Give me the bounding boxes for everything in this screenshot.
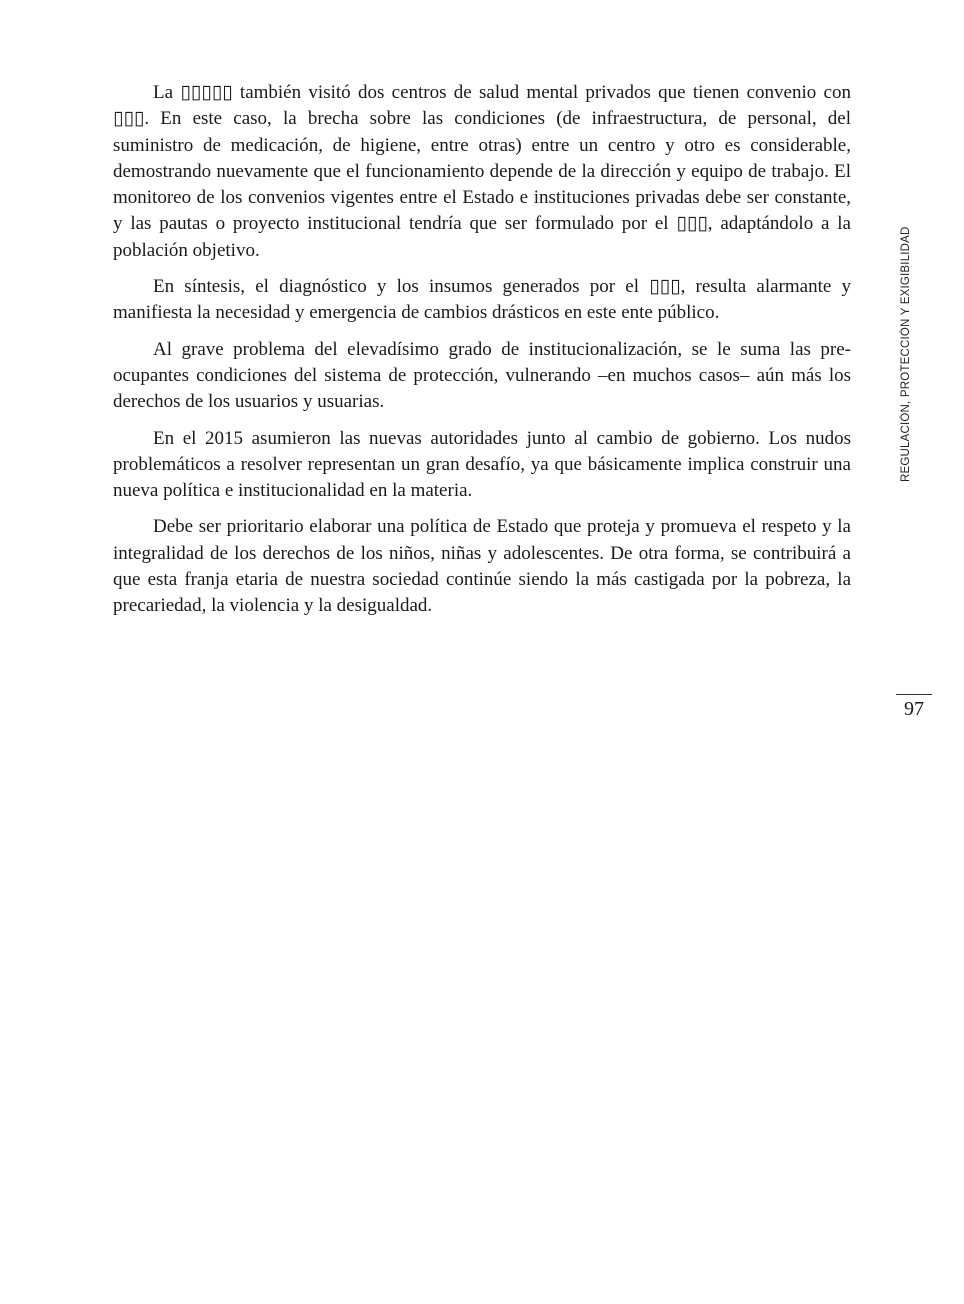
body-text xyxy=(113,80,851,630)
paragraph-2: En síntesis, el diagnóstico y los insumos generados por el ▯▯▯, resulta alarmante y manifiesta la necesidad y emergencia de cambios drásticos en este ente público. xyxy=(113,276,851,324)
page-number: 97 xyxy=(904,698,924,720)
running-head: REGULACIÓN, PROTECCIÓN Y EXIGIBILIDAD xyxy=(900,226,912,482)
paragraph-1: La ▯▯▯▯▯ también visitó dos centros de salud mental privados que tienen convenio con ▯▯▯. En este caso, la brecha sobre las condiciones (de infraestructura, de personal, del suministro de medicación, de higiene, entre otras) entre un centro y otro es considerable, demostrando nuevamente que el funcionamiento depende de la dirección y equipo de trabajo. El monitoreo de los convenios vigentes entre el Estado e instituciones privadas debe ser constante, y las pautas o proyecto institucional tendría que ser formulado por el ▯▯▯, adaptándolo a la población objetivo. xyxy=(113,82,851,261)
paragraph-4: En el 2015 asumieron las nuevas autoridades junto al cambio de gobierno. Los nudos problemáticos a resolver representan un gran desafío, ya que básicamente implica construir una nueva política e institucionalidad en la materia. xyxy=(113,427,851,502)
paragraph-3: Al grave problema del elevadísimo grado de institucionalización, se le suma las preocupantes condiciones del sistema de protección, vulnerando –en muchos casos– aún más los derechos de los usuarios y usuarias. xyxy=(113,338,851,413)
page-number-rule xyxy=(896,694,932,695)
paragraph-5: Debe ser prioritario elaborar una política de Estado que proteja y promueva el respeto y la integralidad de los derechos de los niños, niñas y adolescentes. De otra forma, se contribuirá a que esta franja etaria de nuestra sociedad continúe siendo la más castigada por la pobreza, la precariedad, la violencia y la desigualdad. xyxy=(113,516,851,617)
